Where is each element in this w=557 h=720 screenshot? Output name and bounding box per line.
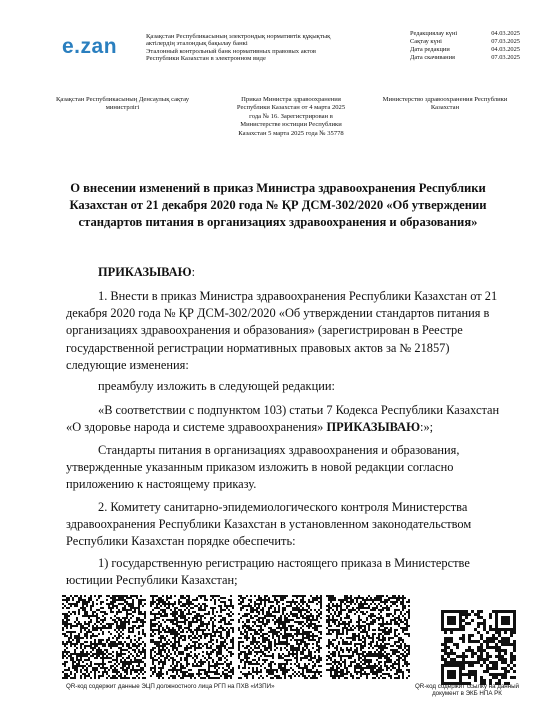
document-title: О внесении изменений в приказ Министра здравоохранения Республики Казахстан от 21 декабря 2020 года № ҚР ДСМ-302/2020 «Об утверждении стандартов питания в организациях здравоохранения и образования» xyxy=(69,181,487,229)
header-bank-description xyxy=(146,33,396,63)
qr-code-link xyxy=(441,610,516,685)
meta-row xyxy=(410,54,520,62)
header-line: Қазақстан Республикасының электрондық нормативтік құқықтық xyxy=(146,33,331,40)
paragraph-2: 2. Комитету санитарно-эпидемиологического контроля Министерства здравоохранения Республики Казахстан в установленном законодательством Республики Казахстан порядке обеспечить: xyxy=(66,500,472,549)
header-line: актілердің эталондық бақылау банкі xyxy=(146,40,248,48)
meta-value: 07.03.2025 xyxy=(491,54,520,62)
ezan-logo: e.zan xyxy=(62,35,118,58)
paragraph-standards: Стандарты питания в организациях здравоохранения и образования, утвержденные указанным приказом изложить в новой редакции согласно приложению к настоящему приказу. xyxy=(66,443,460,492)
qr-left-caption: QR-код содержит данные ЭЦП должностного лица РГП на ПХВ «ИЗПИ» xyxy=(66,683,275,690)
preamble-text: «В соответствии с подпунктом 103) статьи 7 Кодекса Республики Казахстан «О здоровье народа и системе здравоохранения» xyxy=(66,403,500,435)
paragraph-preamble-text xyxy=(66,402,504,436)
meta-label: Дата скачивания xyxy=(410,54,455,62)
header-dates xyxy=(410,30,520,62)
meta-label: Дата редакции xyxy=(410,46,450,54)
header-line: Эталонный контрольный банк нормативных правовых актов xyxy=(146,47,316,55)
meta-row xyxy=(410,46,520,54)
ministry-kazakh: Қазақстан Республикасының Денсаулық сақтау министрлігі xyxy=(55,96,190,112)
meta-row xyxy=(410,30,520,38)
meta-value: 04.03.2025 xyxy=(491,46,520,54)
qr-signature-block xyxy=(62,595,146,679)
paragraph-preamble: преамбулу изложить в следующей редакции: xyxy=(98,379,335,393)
header-line: Республики Казахстан в электронном виде xyxy=(146,55,266,63)
meta-label: Сақтау күні xyxy=(410,38,442,46)
preamble-bold: ПРИКАЗЫВАЮ xyxy=(326,420,421,435)
qr-signature-block xyxy=(150,595,234,679)
meta-row xyxy=(410,38,520,46)
prikazyvayu-heading xyxy=(66,264,504,281)
meta-value: 07.03.2025 xyxy=(491,38,520,46)
prikazyvayu-colon: : xyxy=(191,265,196,279)
qr-signature-block xyxy=(326,595,410,679)
meta-label: Редакциялау күні xyxy=(410,30,458,37)
qr-right-caption: QR-код содержит ссылку на данный документ в ЭКБ НПА РК xyxy=(414,683,520,697)
order-registration: Приказ Министра здравоохранения Республики Казахстан от 4 марта 2025 года № 16. Зарегистрирован в Министерстве юстиции Республики Казахстан 5 марта 2025 года № 35778 xyxy=(236,96,346,137)
meta-value: 04.03.2025 xyxy=(491,30,520,37)
prikazyvayu-word: ПРИКАЗЫВАЮ xyxy=(98,265,192,279)
registration-block xyxy=(50,96,520,166)
ministry-russian: Министерство здравоохранения Республики Казахстан xyxy=(382,96,508,112)
paragraph-2-1: 1) государственную регистрацию настоящего приказа в Министерстве юстиции Республики Казахстан; xyxy=(66,556,470,588)
preamble-end: :»; xyxy=(420,420,434,435)
qr-signature-block xyxy=(238,595,322,679)
paragraph-1: 1. Внести в приказ Министра здравоохранения Республики Казахстан от 21 декабря 2020 года № ҚР ДСМ-302/2020 «Об утверждении стандартов питания в организациях здравоохранения и образования» (зарегистрирован в Реестре государственной регистрации нормативных правовых актов за № 21857) следующие изменения: xyxy=(66,289,498,372)
